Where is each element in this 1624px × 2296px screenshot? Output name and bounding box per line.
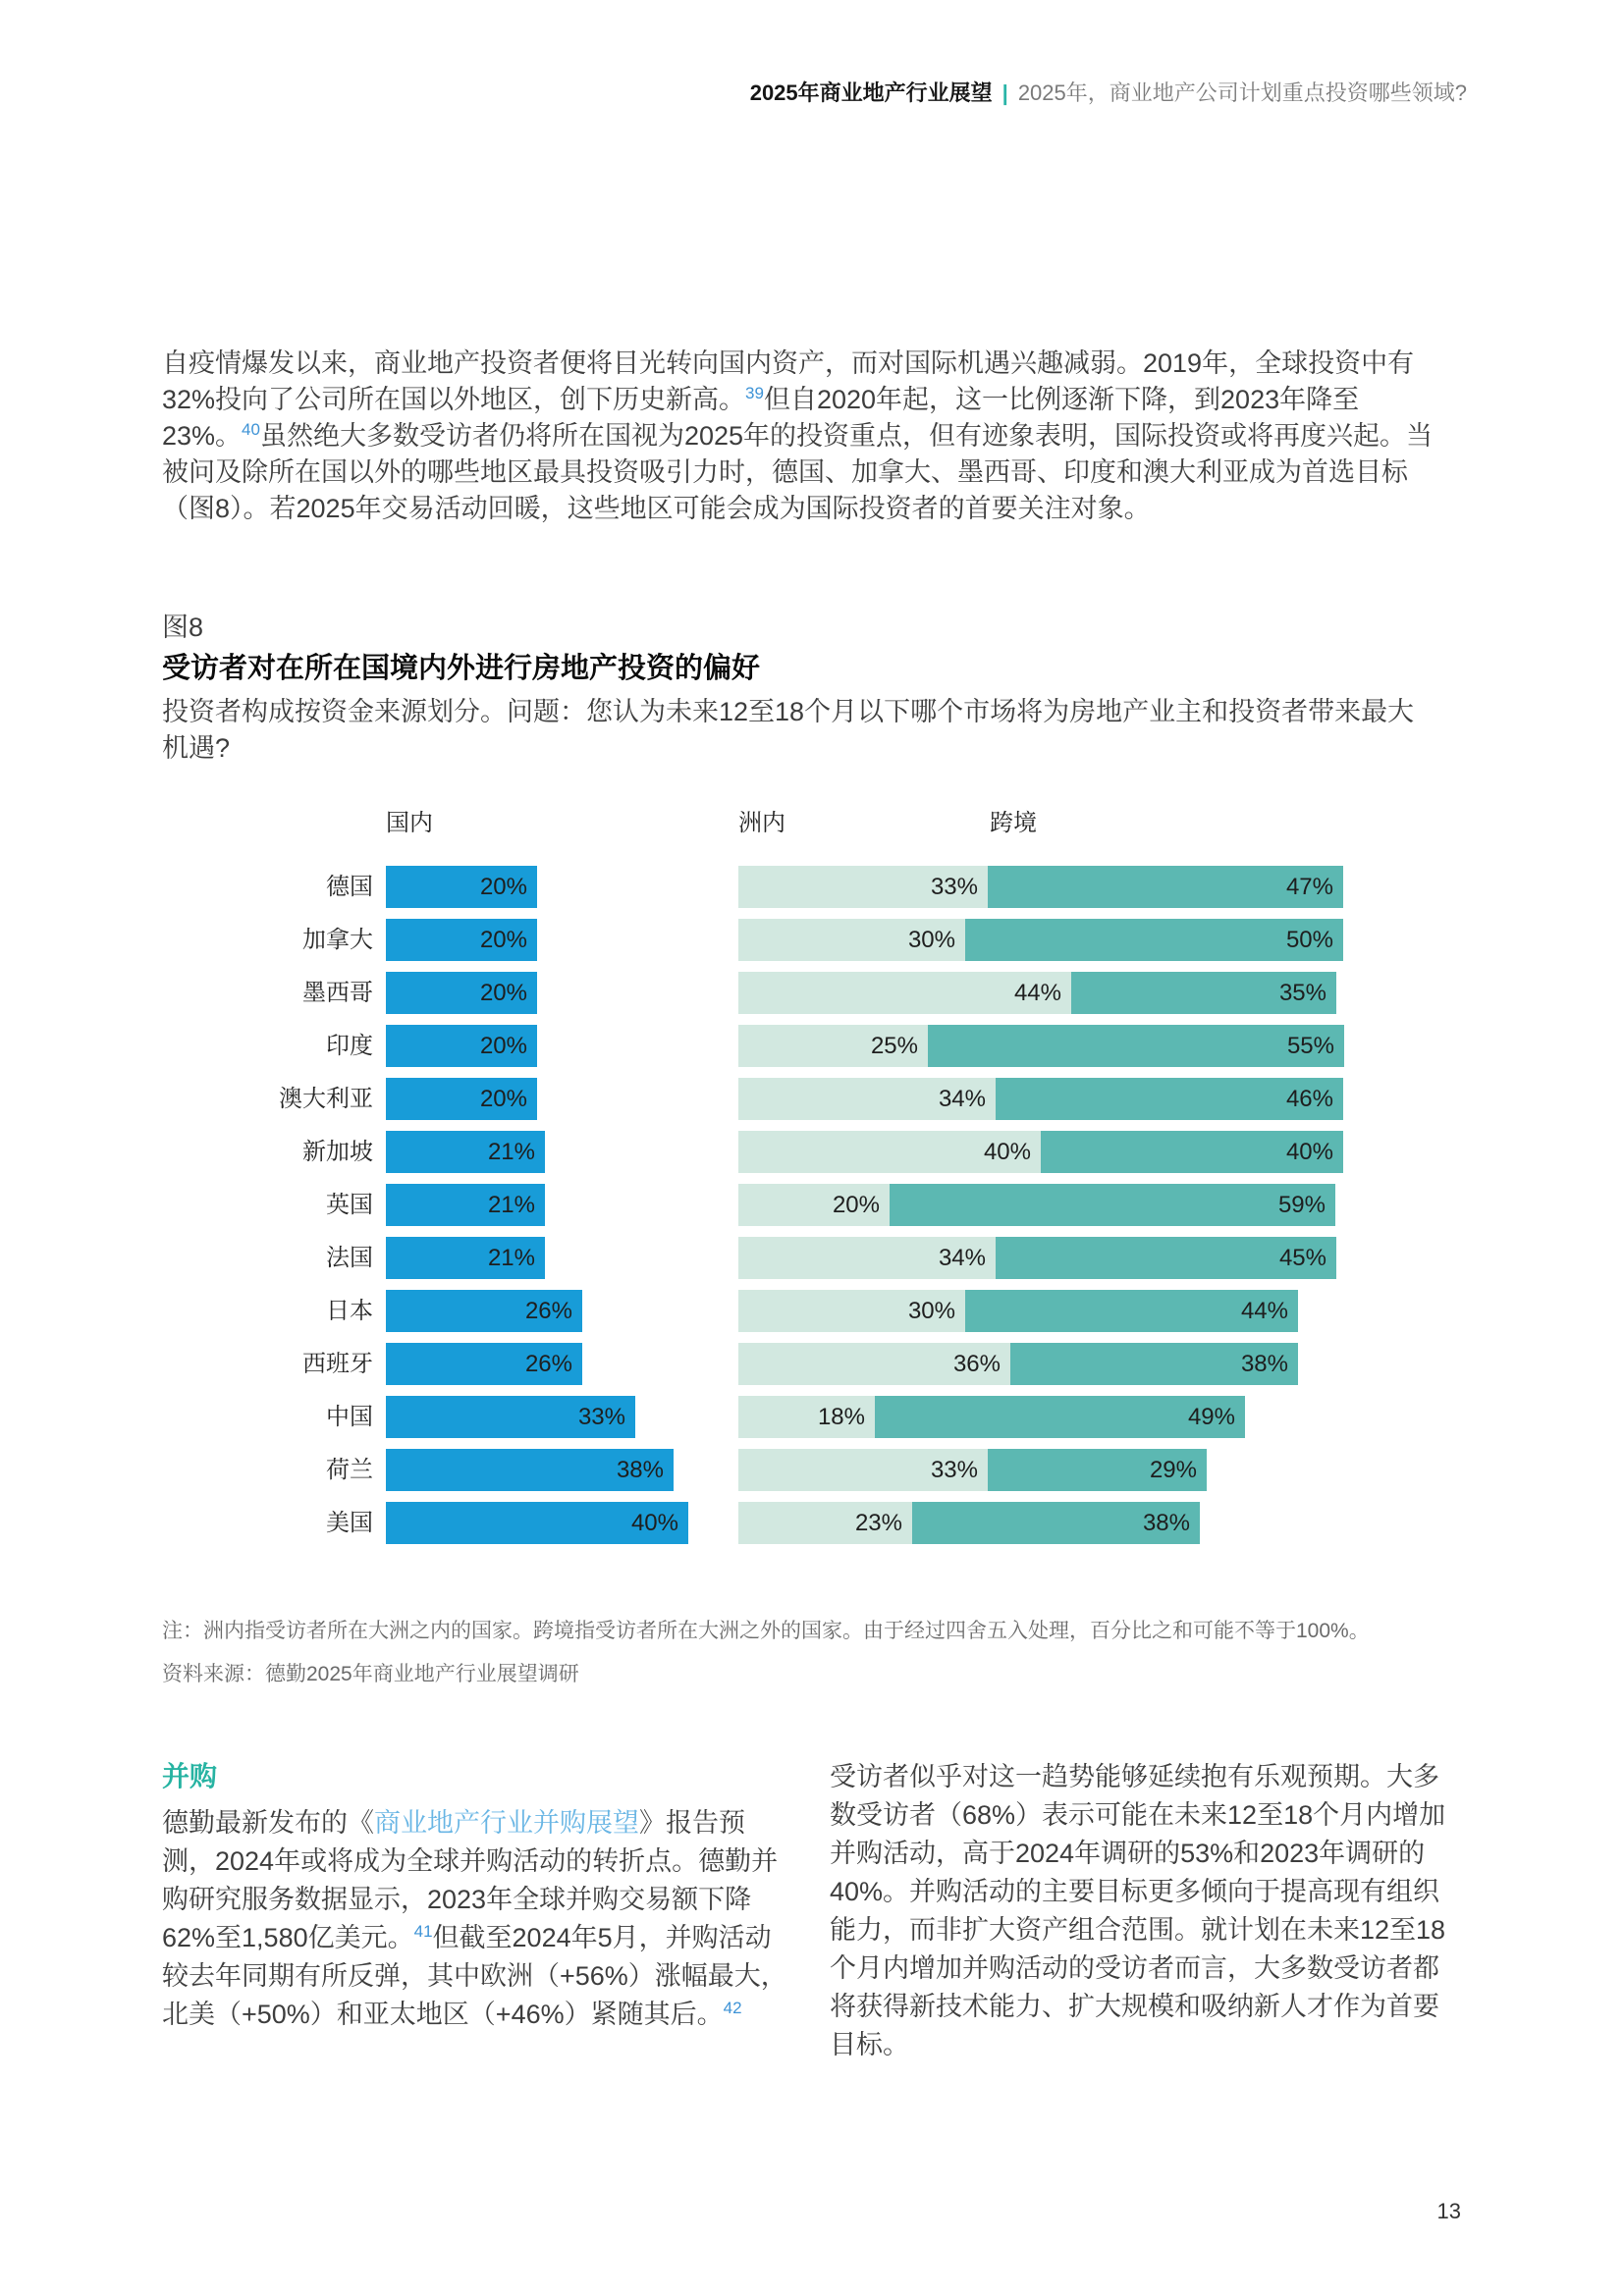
report-title: 2025年商业地产行业展望	[749, 80, 993, 105]
domestic-bar	[386, 1396, 635, 1438]
intracontinental-bar	[738, 1025, 928, 1067]
intracontinental-value: 20%	[832, 1192, 880, 1218]
domestic-value: 20%	[479, 1033, 527, 1059]
domestic-bar	[386, 919, 537, 961]
country-label: 印度	[326, 1033, 373, 1059]
domestic-bar	[386, 972, 537, 1014]
chart-row	[162, 972, 1478, 1014]
header-separator: |	[1001, 80, 1008, 105]
intracontinental-bar	[738, 1290, 965, 1332]
ma-section-left-column	[162, 1755, 790, 2034]
intro-text-2: 但自2020年起，这一比例逐渐下降，到2023年降至23%。	[162, 385, 1360, 451]
ma-left-text-3: 但截至2024年5月，并购活动较去年同期有所反弹，其中欧洲（+56%）涨幅最大，北美（+50%）和亚太地区（+46%）紧随其后。	[162, 1923, 787, 2029]
domestic-bar	[386, 1502, 688, 1544]
country-label: 日本	[326, 1298, 373, 1324]
figure-subtitle: 投资者构成按资金来源划分。问题：您认为未来12至18个月以下哪个市场将为房地产业主和投资者带来最大机遇?	[162, 697, 1415, 763]
crossborder-value: 29%	[1149, 1457, 1197, 1483]
domestic-value: 26%	[524, 1351, 572, 1377]
crossborder-bar	[965, 919, 1343, 961]
crossborder-bar	[912, 1502, 1200, 1544]
figure-label: 图8	[162, 613, 204, 642]
chart-row	[162, 866, 1478, 908]
intracontinental-value: 36%	[952, 1351, 1001, 1377]
chart-row	[162, 1237, 1478, 1279]
chart-row	[162, 1290, 1478, 1332]
crossborder-bar	[1010, 1343, 1298, 1385]
column-header-crossborder: 跨境	[990, 810, 1037, 836]
crossborder-bar	[996, 1237, 1336, 1279]
footnote-ref-42[interactable]: 42	[723, 1999, 742, 2017]
crossborder-value: 38%	[1142, 1510, 1190, 1536]
ma-section-heading: 并购	[162, 1761, 218, 1791]
crossborder-value: 59%	[1277, 1192, 1326, 1218]
footnote-ref-41[interactable]: 41	[413, 1922, 433, 1941]
crossborder-bar	[1071, 972, 1336, 1014]
intracontinental-bar	[738, 972, 1071, 1014]
page-header	[750, 77, 1467, 107]
domestic-bar	[386, 1449, 674, 1491]
chapter-title: 2025年，商业地产公司计划重点投资哪些领域?	[1017, 80, 1467, 105]
domestic-bar	[386, 1184, 545, 1226]
chart-source: 资料来源：德勤2025年商业地产行业展望调研	[162, 1663, 579, 1685]
ma-left-text-2: 》报告预测，2024年或将成为全球并购活动的转折点。德勤并购研究服务数据显示，2023年全球并购交易额下降62%至1,580亿美元。	[162, 1808, 779, 1952]
crossborder-value: 46%	[1285, 1086, 1333, 1112]
chart-row	[162, 1449, 1478, 1491]
country-label: 中国	[326, 1404, 373, 1430]
domestic-value: 21%	[487, 1139, 535, 1165]
domestic-bar	[386, 1290, 582, 1332]
crossborder-value: 40%	[1285, 1139, 1333, 1165]
domestic-bar	[386, 1025, 537, 1067]
ma-left-paragraph	[162, 1804, 790, 2034]
domestic-bar	[386, 1237, 545, 1279]
country-label: 澳大利亚	[279, 1086, 373, 1112]
domestic-value: 21%	[487, 1245, 535, 1271]
intracontinental-bar	[738, 1078, 996, 1120]
domestic-value: 21%	[487, 1192, 535, 1218]
intracontinental-bar	[738, 1502, 912, 1544]
crossborder-bar	[890, 1184, 1335, 1226]
intracontinental-value: 40%	[983, 1139, 1031, 1165]
footnote-ref-40[interactable]: 40	[242, 420, 260, 439]
country-label: 墨西哥	[302, 980, 373, 1006]
intro-text-3: 虽然绝大多数受访者仍将所在国视为2025年的投资重点，但有迹象表明，国际投资或将再度兴起。当被问及除所在国以外的哪些地区最具投资吸引力时，德国、加拿大、墨西哥、印度和澳大利亚成为首选目标（图8）。若2025年交易活动回暖，这些地区可能会成为国际投资者的首要关注对象。	[162, 421, 1434, 523]
chart-row	[162, 1343, 1478, 1385]
intro-paragraph	[162, 346, 1438, 527]
crossborder-value: 38%	[1240, 1351, 1288, 1377]
intracontinental-value: 33%	[930, 874, 978, 900]
domestic-value: 38%	[616, 1457, 664, 1483]
figure-title: 受访者对在所在国境内外进行房地产投资的偏好	[162, 653, 761, 684]
column-header-intracontinental: 洲内	[738, 810, 785, 836]
chart-rows	[162, 866, 1478, 1563]
intracontinental-value: 33%	[930, 1457, 978, 1483]
intracontinental-bar	[738, 866, 988, 908]
crossborder-bar	[988, 1449, 1207, 1491]
crossborder-bar	[875, 1396, 1245, 1438]
intracontinental-bar	[738, 1131, 1041, 1173]
crossborder-bar	[928, 1025, 1344, 1067]
ma-right-paragraph: 受访者似乎对这一趋势能够延续抱有乐观预期。大多数受访者（68%）表示可能在未来12至18个月内增加并购活动，高于2024年调研的53%和2023年调研的40%。并购活动的主要目标更多倾向于提高现有组织能力，而非扩大资产组合范围。就计划在未来12至18个月内增加并购活动的受访者而言，大多数受访者都将获得新技术能力、扩大规模和吸纳新人才作为首要目标。	[830, 1762, 1446, 2059]
country-label: 美国	[326, 1510, 373, 1536]
crossborder-value: 50%	[1285, 927, 1333, 953]
intracontinental-bar	[738, 919, 965, 961]
country-label: 法国	[326, 1245, 373, 1271]
chart-row	[162, 919, 1478, 961]
intracontinental-value: 34%	[938, 1086, 986, 1112]
intro-text-1: 自疫情爆发以来，商业地产投资者便将目光转向国内资产，而对国际机遇兴趣减弱。2019年，全球投资中有32%投向了公司所在国以外地区，创下历史新高。	[162, 348, 1415, 414]
page-number: 13	[1436, 2199, 1461, 2223]
crossborder-value: 35%	[1278, 980, 1326, 1006]
intracontinental-value: 18%	[817, 1404, 865, 1430]
domestic-bar	[386, 866, 537, 908]
country-label: 德国	[326, 874, 373, 900]
crossborder-value: 55%	[1286, 1033, 1334, 1059]
domestic-value: 20%	[479, 1086, 527, 1112]
intracontinental-bar	[738, 1343, 1010, 1385]
intracontinental-value: 30%	[907, 927, 955, 953]
ma-outlook-report-link[interactable]: 商业地产行业并购展望	[374, 1808, 639, 1838]
chart-row	[162, 1502, 1478, 1544]
domestic-bar	[386, 1343, 582, 1385]
domestic-bar	[386, 1131, 545, 1173]
chart-row	[162, 1184, 1478, 1226]
domestic-value: 33%	[577, 1404, 625, 1430]
crossborder-value: 45%	[1278, 1245, 1326, 1271]
crossborder-bar	[1041, 1131, 1343, 1173]
chart-note: 注：洲内指受访者所在大洲之内的国家。跨境指受访者所在大洲之外的国家。由于经过四舍五入处理，百分比之和可能不等于100%。	[162, 1620, 1370, 1642]
footnote-ref-39[interactable]: 39	[745, 384, 764, 402]
crossborder-bar	[996, 1078, 1343, 1120]
intracontinental-bar	[738, 1237, 996, 1279]
chart-row	[162, 1396, 1478, 1438]
crossborder-bar	[988, 866, 1343, 908]
country-label: 西班牙	[302, 1351, 373, 1377]
chart-row	[162, 1078, 1478, 1120]
ma-section-right-column	[830, 1758, 1463, 2064]
domestic-value: 20%	[479, 874, 527, 900]
crossborder-value: 49%	[1187, 1404, 1235, 1430]
column-header-domestic: 国内	[386, 810, 433, 836]
chart-row	[162, 1131, 1478, 1173]
chart-row	[162, 1025, 1478, 1067]
intracontinental-bar	[738, 1449, 988, 1491]
domestic-value: 20%	[479, 980, 527, 1006]
country-label: 新加坡	[302, 1139, 373, 1165]
intracontinental-bar	[738, 1184, 890, 1226]
domestic-value: 20%	[479, 927, 527, 953]
domestic-value: 40%	[630, 1510, 678, 1536]
country-label: 加拿大	[302, 927, 373, 953]
intracontinental-value: 44%	[1013, 980, 1061, 1006]
crossborder-value: 47%	[1285, 874, 1333, 900]
intracontinental-value: 34%	[938, 1245, 986, 1271]
intracontinental-value: 25%	[870, 1033, 918, 1059]
intracontinental-bar	[738, 1396, 875, 1438]
crossborder-value: 44%	[1240, 1298, 1288, 1324]
crossborder-bar	[965, 1290, 1298, 1332]
ma-left-text-1: 德勤最新发布的《	[162, 1808, 374, 1838]
domestic-bar	[386, 1078, 537, 1120]
country-label: 荷兰	[326, 1457, 373, 1483]
intracontinental-value: 23%	[854, 1510, 902, 1536]
domestic-value: 26%	[524, 1298, 572, 1324]
intracontinental-value: 30%	[907, 1298, 955, 1324]
country-label: 英国	[326, 1192, 373, 1218]
figure8-bar-chart	[162, 803, 1478, 1569]
